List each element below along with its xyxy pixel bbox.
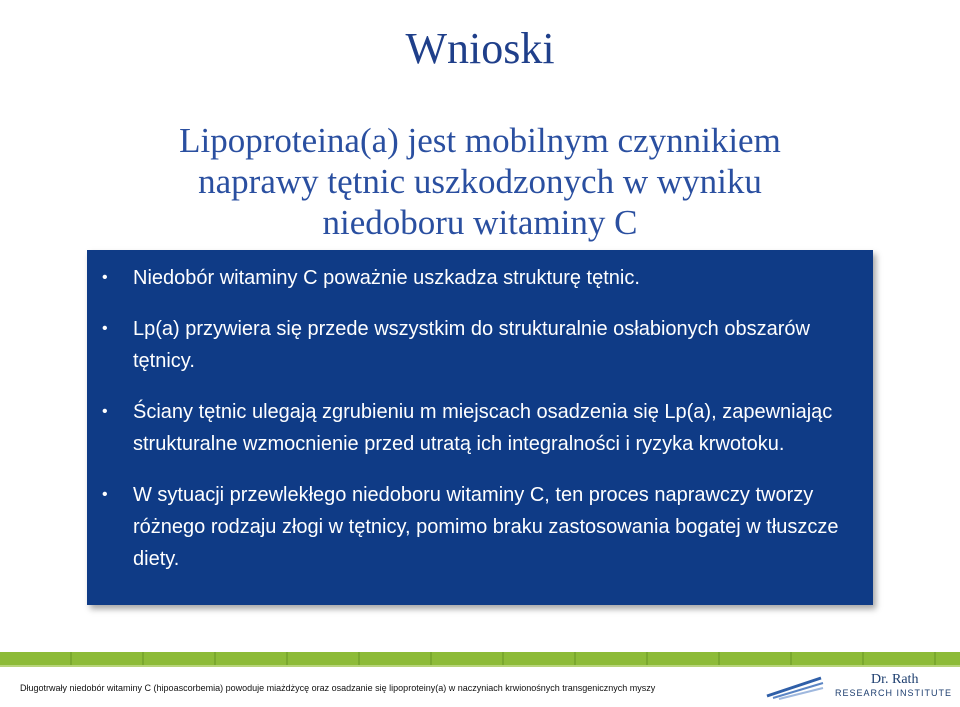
- logo-name: Dr. Rath: [871, 672, 919, 687]
- bullet-list: [87, 262, 873, 594]
- footer-caption: Długotrwały niedobór witaminy C (hipoascorbemia) powoduje miażdżycę oraz osadzanie się lipoproteiny(a) w naczyniach krwionośnych transgenicznych myszy: [20, 683, 656, 693]
- dr-rath-logo: [765, 670, 953, 704]
- slide-title: Wnioski: [405, 24, 555, 73]
- bullet-dot-icon: •: [102, 403, 108, 420]
- bullet-item: [87, 396, 873, 460]
- bullet-item: [87, 479, 873, 575]
- subtitle-line: niedoboru witaminy C: [322, 203, 638, 242]
- footer-divider: [0, 665, 960, 667]
- subtitle-line: naprawy tętnic uszkodzonych w wyniku: [198, 162, 762, 201]
- slide-subtitle: [80, 120, 880, 243]
- bullet-item: [87, 313, 873, 377]
- bullet-dot-icon: •: [102, 269, 108, 286]
- bullet-dot-icon: •: [102, 320, 108, 337]
- bullet-text: W sytuacji przewlekłego niedoboru witaminy C, ten proces naprawczy tworzy różnego rodzaju złogi w tętnicy, pomimo braku zastosowania bogatej w tłuszcze diety.: [133, 484, 839, 570]
- dr-rath-logo-icon: [765, 674, 825, 700]
- content-box: [87, 250, 873, 605]
- bullet-text: Niedobór witaminy C poważnie uszkadza strukturę tętnic.: [133, 267, 640, 289]
- bullet-text: Ściany tętnic ulegają zgrubieniu m miejscach osadzenia się Lp(a), zapewniając strukturalne wzmocnienie przed utratą ich integralności i ryzyka krwotoku.: [133, 401, 833, 455]
- bullet-text: Lp(a) przywiera się przede wszystkim do strukturalnie osłabionych obszarów tętnicy.: [133, 318, 810, 372]
- bullet-item: [87, 262, 873, 294]
- subtitle-line: Lipoproteina(a) jest mobilnym czynnikiem: [179, 121, 781, 160]
- logo-subtitle: RESEARCH INSTITUTE: [835, 688, 953, 698]
- bullet-dot-icon: •: [102, 486, 108, 503]
- footer-green-bar: [0, 652, 960, 665]
